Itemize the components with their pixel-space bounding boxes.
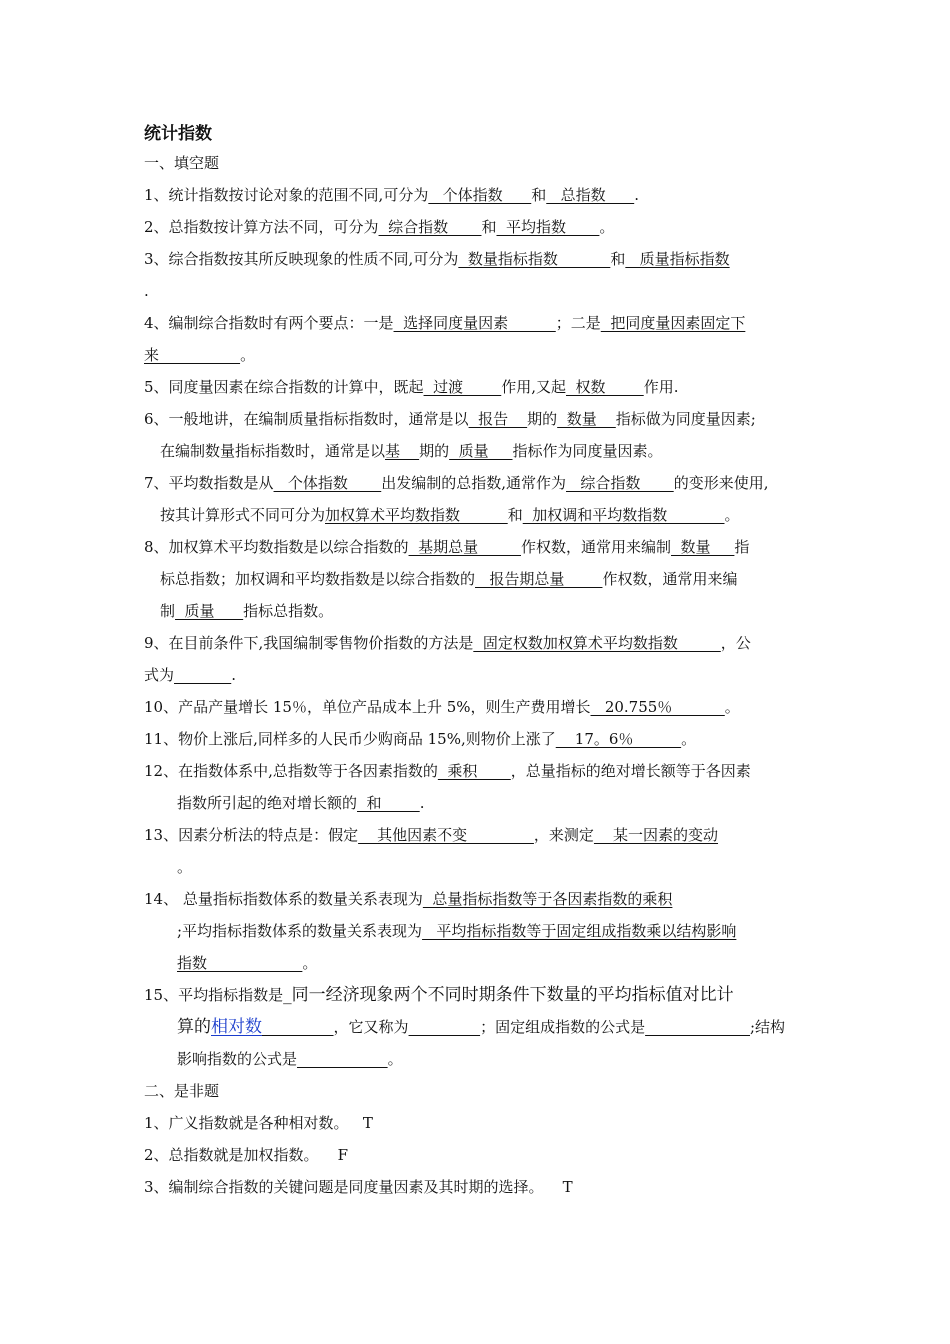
answer-blank: 个体指数 — [428, 186, 532, 204]
question-7-cont: 按其计算形式不同可分为加权算术平均数指数 和 加权调和平均数指数 。 — [160, 506, 740, 524]
answer-blank: 个体指数 — [273, 474, 382, 492]
answer-blank: 总指数 — [546, 186, 635, 204]
answer-blank: 数量 — [671, 538, 735, 556]
answer-blank: 总量指标指数等于各因素指数的乘积 — [422, 890, 673, 908]
question-6: 6、一般地讲，在编制质量指标指数时，通常是以 报告 期的 数量 指标做为同度量因素; — [144, 410, 756, 428]
section-heading-true-false: 二、是非题 — [144, 1082, 220, 1100]
question-9-cont: 式为 . — [144, 666, 237, 684]
question-12: 12、在指数体系中,总指数等于各因素指数的 乘积 ，总量指标的绝对增长额等于各因素 — [144, 762, 751, 780]
answer-blank: 把同度量因素固定下 — [600, 314, 746, 332]
question-14: 14、 总量指标指数体系的数量关系表现为 总量指标指数等于各因素指数的乘积 — [144, 890, 673, 908]
question-8-cont: 标总指数；加权调和平均数指数是以综合指数的 报告期总量 作权数，通常用来编 — [160, 570, 738, 588]
answer-blank: 指数 — [177, 954, 303, 972]
answer-blank: 权数 — [566, 378, 644, 396]
answer-blank: 质量 — [449, 442, 513, 460]
answer-blank: 数量 — [557, 410, 616, 428]
question-10: 10、产品产量增长 15％，单位产品成本上升 5%，则生产费用增长 20.755％ 。 — [144, 698, 740, 716]
answer-blank — [262, 1018, 334, 1036]
question-8-cont2: 制 质量 指标总指数。 — [160, 602, 334, 620]
answer-blank: 其他因素不变 — [358, 826, 534, 844]
answer-blank: 报告期总量 — [475, 570, 603, 588]
question-14-cont: ;平均指标指数体系的数量关系表现为 平均指标指数等于固定组成指数乘以结构影响 — [177, 922, 737, 940]
question-15: 15、平均指标指数是_同一经济现象两个不同时期条件下数量的平均指标值对比计 — [144, 985, 734, 1005]
tf-item-3: 3、编制综合指数的关键问题是同度量因素及其时期的选择。 T — [144, 1178, 573, 1196]
question-14-cont2: 指数 。 — [177, 954, 318, 972]
question-15-cont2: 影响指数的公式是 。 — [177, 1050, 403, 1068]
answer-blank: 加权算术平均数指数 — [325, 506, 508, 524]
relative-number-link[interactable]: 相对数 — [211, 1017, 262, 1037]
question-6-cont: 在编制数量指标指数时，通常是以基 期的 质量 指标作为同度量因素。 — [160, 442, 663, 460]
question-4-cont: 来 。 — [144, 346, 256, 364]
question-5: 5、同度量因素在综合指数的计算中，既起 过渡 作用,又起 权数 作用. — [144, 378, 679, 396]
answer-blank: 固定权数加权算术平均数指数 — [473, 634, 721, 652]
answer-blank: 某一因素的变动 — [593, 826, 719, 844]
answer-blank: 综合指数 — [378, 218, 482, 236]
answer-blank — [409, 1018, 481, 1036]
answer-blank: 平均指数 — [496, 218, 600, 236]
question-12-cont: 指数所引起的绝对增长额的 和 . — [177, 794, 425, 812]
answer-blank: 乘积 — [437, 762, 511, 780]
answer-blank: 数量指标指数 — [458, 250, 611, 268]
answer-blank: 和 — [357, 794, 420, 812]
answer-blank — [645, 1018, 750, 1036]
answer-blank: 选择同度量因素 — [393, 314, 556, 332]
answer-blank: 基 — [385, 442, 420, 460]
question-11: 11、物价上涨后,同样多的人民币少购商品 15%,则物价上涨了 17。6％ 。 — [144, 730, 697, 748]
answer-blank: 质量指标指数 — [625, 250, 730, 268]
question-13: 13、因素分析法的特点是：假定 其他因素不变 ，来测定 某一因素的变动 — [144, 826, 719, 844]
question-4: 4、编制综合指数时有两个要点：一是 选择同度量因素 ；二是 把同度量因素固定下 — [144, 314, 746, 332]
answer-blank: 来 — [144, 346, 241, 364]
question-2: 2、总指数按计算方法不同，可分为 综合指数 和 平均指数 。 — [144, 218, 615, 236]
answer-blank: 17。6％ — [555, 730, 682, 748]
answer-blank: 20.755％ — [590, 698, 725, 716]
question-8: 8、加权算术平均数指数是以综合指数的 基期总量 作权数，通常用来编制 数量 指 — [144, 538, 750, 556]
answer-blank: 基期总量 — [408, 538, 521, 556]
question-13-end: 。 — [177, 858, 193, 876]
section-heading-fill-blank: 一、填空题 — [144, 154, 220, 172]
answer-blank: 过渡 — [423, 378, 502, 396]
question-7: 7、平均数指数是从 个体指数 出发编制的总指数,通常作为 综合指数 的变形来使用, — [144, 474, 769, 492]
question-15-cont: 算的相对数 ，它又称为 ；固定组成指数的公式是 ;结构 — [177, 1017, 786, 1037]
answer-blank: 质量 — [175, 602, 244, 620]
question-3-end: . — [144, 282, 149, 300]
answer-text: _同一经济现象两个不同时期条件下数量的平均指标值对比计 — [283, 985, 734, 1005]
question-1: 1、统计指数按讨论对象的范围不同,可分为 个体指数 和 总指数 . — [144, 186, 639, 204]
answer-blank — [297, 1050, 388, 1068]
question-9: 9、在目前条件下,我国编制零售物价指数的方法是 固定权数加权算术平均数指数 ，公 — [144, 634, 751, 652]
answer-blank: 平均指标指数等于固定组成指数乘以结构影响 — [422, 922, 737, 940]
tf-item-2: 2、总指数就是加权指数。 F — [144, 1146, 349, 1164]
answer-blank: 报告 — [468, 410, 528, 428]
question-3: 3、综合指数按其所反映现象的性质不同,可分为 数量指标指数 和 质量指标指数 — [144, 250, 730, 268]
answer-blank: 加权调和平均数指数 — [522, 506, 725, 524]
page-title: 统计指数 — [144, 124, 212, 144]
answer-blank — [174, 666, 231, 684]
answer-blank: 综合指数 — [566, 474, 674, 492]
tf-item-1: 1、广义指数就是各种相对数。 T — [144, 1114, 373, 1132]
